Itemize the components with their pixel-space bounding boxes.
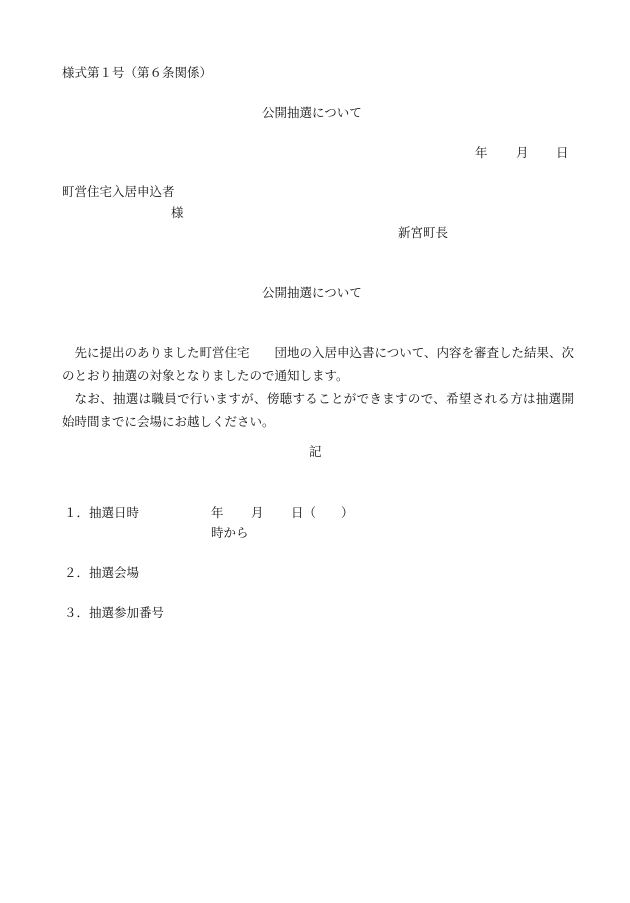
recipient-line: 町営住宅入居申込者 <box>62 184 175 199</box>
body-text <box>62 341 574 433</box>
date-year-label: 年 <box>475 145 488 160</box>
body-paragraph-2: なお、抽選は職員で行いますが、傍聴することができますので、希望される方は抽選開始時間までに会場にお越しください。 <box>62 391 574 429</box>
item-1-month-label: 月 <box>251 505 264 520</box>
item-1-year-label: 年 <box>211 505 224 520</box>
item-2-label: ２．抽選会場 <box>64 565 140 580</box>
item-3-label: ３．抽選参加番号 <box>64 605 165 620</box>
recipient-honorific: 様 <box>171 205 184 220</box>
item-1-time-label: 時から <box>211 525 249 540</box>
date-month-label: 月 <box>516 145 529 160</box>
header-title: 公開抽選について <box>262 105 362 120</box>
date-day-label: 日 <box>556 145 569 160</box>
ki-heading: 記 <box>309 444 322 459</box>
subject-title: 公開抽選について <box>262 285 362 300</box>
form-label: 様式第１号（第６条関係） <box>62 65 213 80</box>
item-1-day-label: 日（ ） <box>291 505 354 520</box>
item-1-label: １．抽選日時 <box>64 505 140 520</box>
body-paragraph-1: 先に提出のありました町営住宅 団地の入居申込書について、内容を審査した結果、次のとおり抽選の対象となりましたので通知します。 <box>62 345 575 383</box>
sender-name: 新宮町長 <box>398 225 449 240</box>
